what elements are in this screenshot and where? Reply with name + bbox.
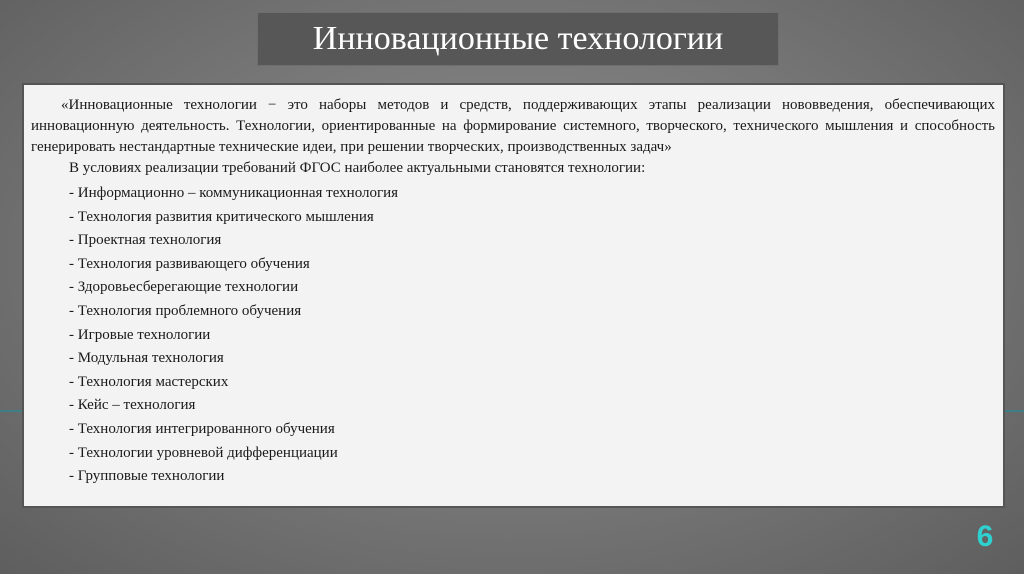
slide-title-box	[257, 12, 779, 66]
list-item: - Технология развивающего обучения	[69, 255, 310, 272]
intro-paragraph: «Инновационные технологии − это наборы методов и средств, поддерживающих этапы реализации нововведения, обеспечивающих инновационную деятельность. Технологии, ориентированные на формирование системного, творческого, технического мышления и способность генерировать нестандартные технические идеи, при решении творческих, производственных задач»	[31, 97, 995, 155]
page-number: 6	[976, 520, 994, 553]
technology-list	[31, 182, 995, 489]
list-item: - Технология интегрированного обучения	[69, 420, 335, 437]
list-item: - Технология развития критического мышления	[69, 208, 374, 225]
list-item: - Кейс – технология	[69, 397, 196, 414]
slide-title: Инновационные технологии	[312, 20, 724, 57]
lead-sentence: В условиях реализации требований ФГОС наиболее актуальными становятся технологии:	[69, 160, 646, 176]
content-box	[22, 83, 1005, 508]
list-item: - Игровые технологии	[69, 326, 211, 343]
accent-line-right	[1005, 410, 1024, 412]
list-item: - Технология мастерских	[69, 373, 229, 390]
list-item: - Информационно – коммуникационная технология	[69, 185, 399, 201]
list-item: - Технологии уровневой дифференциации	[69, 444, 338, 461]
list-item: - Технология проблемного обучения	[69, 302, 302, 319]
list-item: - Проектная технология	[69, 232, 222, 249]
list-item: - Групповые технологии	[69, 468, 225, 485]
list-item: - Модульная технология	[69, 350, 224, 367]
list-item: - Здоровьесберегающие технологии	[69, 279, 299, 296]
accent-line-left	[0, 410, 22, 412]
